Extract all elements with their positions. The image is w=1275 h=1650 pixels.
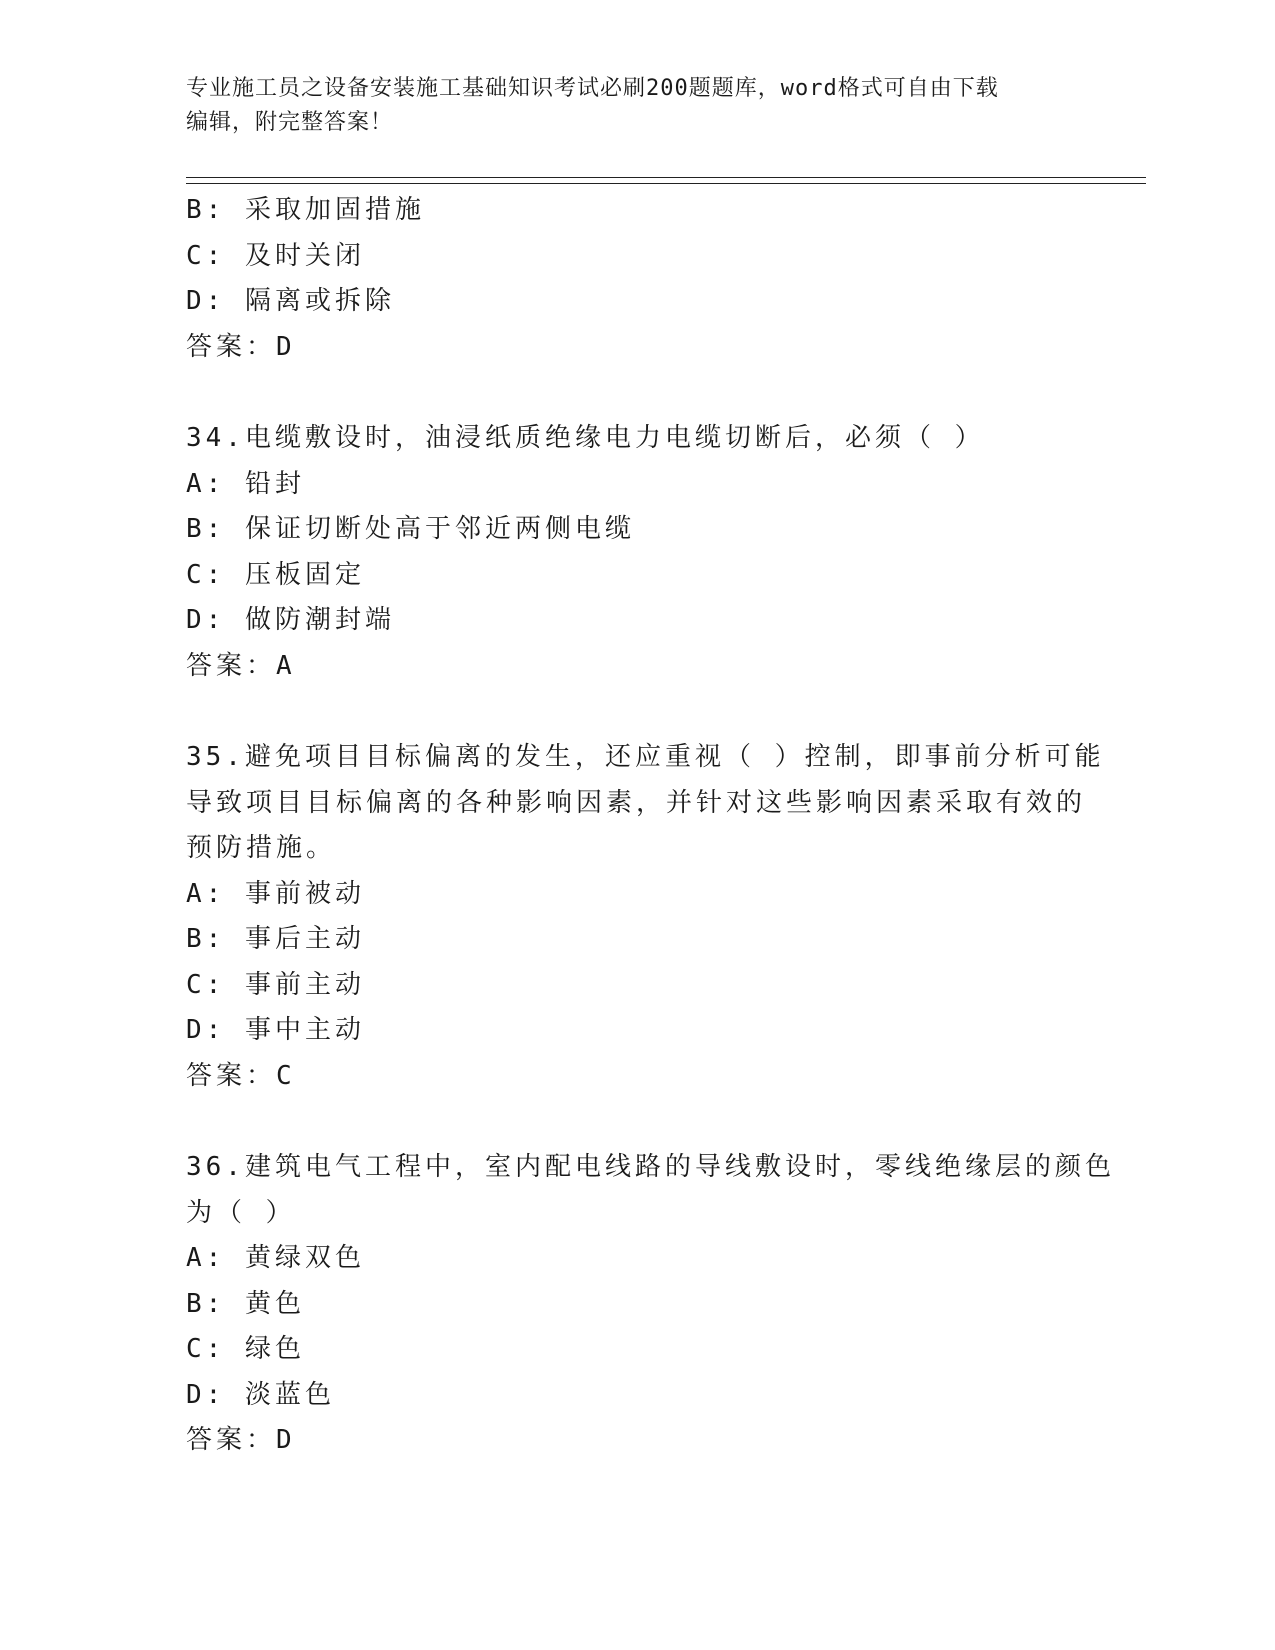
question-stem-line-3: 预防措施。	[186, 833, 337, 863]
option-c: C: 及时关闭	[186, 240, 365, 271]
option-d: D: 做防潮封端	[186, 605, 395, 635]
option-b: B: 采取加固措施	[186, 195, 425, 225]
option-a: A: 铅封	[186, 468, 305, 499]
answer-line: 答案：D	[186, 1425, 296, 1455]
question-stem-line-1: 35.避免项目目标偏离的发生，还应重视（ ）控制，即事前分析可能	[186, 742, 1105, 772]
option-a: A: 事前被动	[186, 878, 365, 909]
option-b: B: 事后主动	[186, 924, 365, 954]
option-d: D: 淡蓝色	[186, 1379, 335, 1410]
option-b: B: 保证切断处高于邻近两侧电缆	[186, 514, 635, 544]
header-line-1: 专业施工员之设备安装施工基础知识考试必刷200题题库，word格式可自由下载	[186, 76, 999, 101]
header-divider-bottom	[186, 183, 1146, 184]
question-35	[186, 735, 1105, 1099]
answer-line: 答案：D	[186, 331, 296, 362]
document-header	[186, 72, 1086, 140]
question-stem: 34.电缆敷设时，油浸纸质绝缘电力电缆切断后，必须（ ）	[186, 423, 985, 453]
option-d: D: 隔离或拆除	[186, 286, 395, 316]
option-c: C: 压板固定	[186, 559, 365, 590]
question-content	[186, 188, 1115, 1464]
previous-question-tail	[186, 188, 1086, 370]
option-b: B: 黄色	[186, 1288, 305, 1319]
answer-line: 答案：C	[186, 1060, 296, 1091]
question-34	[186, 416, 1086, 689]
question-stem-line-2: 导致项目目标偏离的各种影响因素，并针对这些影响因素采取有效的	[186, 787, 1087, 818]
header-line-2: 编辑，附完整答案！	[186, 110, 394, 135]
option-a: A: 黄绿双色	[186, 1243, 365, 1273]
answer-line: 答案：A	[186, 650, 296, 681]
option-d: D: 事中主动	[186, 1015, 365, 1045]
option-c: C: 绿色	[186, 1334, 305, 1364]
question-stem-line-2: 为（ ）	[186, 1197, 296, 1228]
question-36	[186, 1145, 1115, 1464]
option-c: C: 事前主动	[186, 969, 365, 1000]
question-stem-line-1: 36.建筑电气工程中，室内配电线路的导线敷设时，零线绝缘层的颜色	[186, 1152, 1115, 1182]
header-divider-top	[186, 177, 1146, 178]
